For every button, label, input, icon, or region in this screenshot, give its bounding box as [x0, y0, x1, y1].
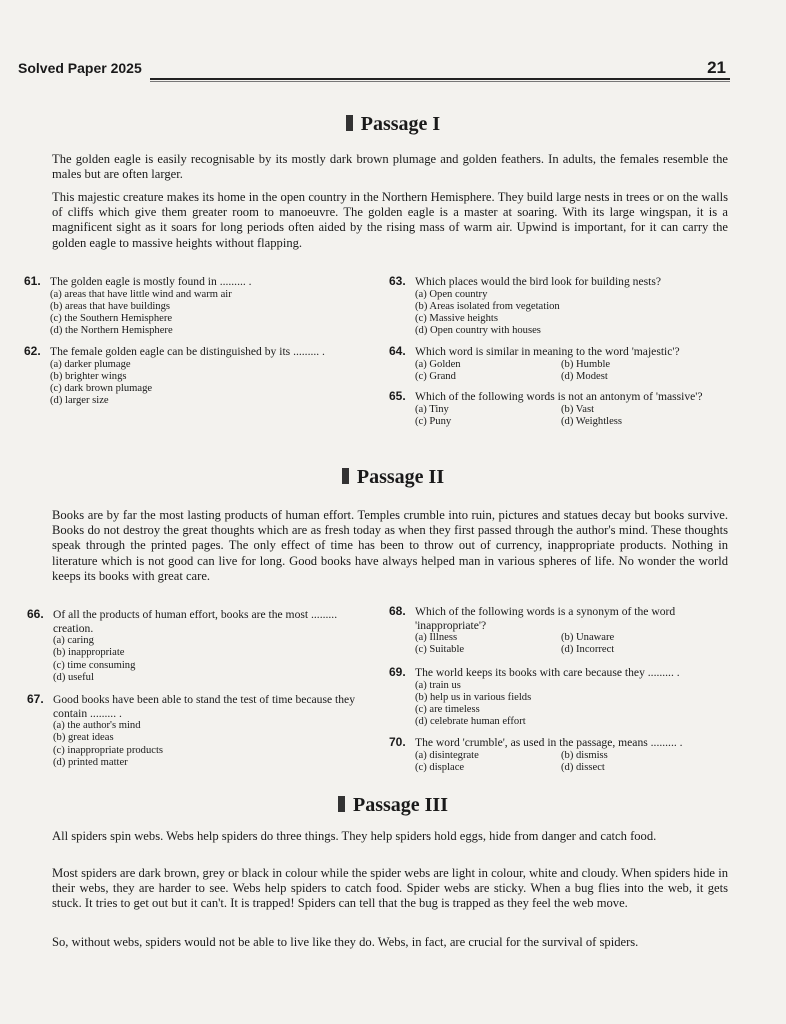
- option-d: (d) celebrate human effort: [415, 716, 526, 728]
- option-c: (c) displace: [415, 761, 465, 773]
- bullet-bar-icon: [346, 115, 353, 131]
- option-d: (d) Incorrect: [561, 644, 615, 656]
- option-d: (d) Open country with houses: [415, 325, 541, 337]
- option-d: (d) the Northern Hemisphere: [50, 325, 173, 337]
- question-69: [389, 665, 728, 728]
- passage-1-title: [0, 113, 786, 136]
- option-c: (c) the Southern Hemisphere: [50, 313, 173, 324]
- option-b: (b) Humble: [561, 358, 611, 370]
- question-number: 66.: [27, 607, 44, 621]
- option-d: (d) larger size: [50, 395, 109, 407]
- question-number: 65.: [389, 389, 406, 403]
- page-number: 21: [707, 58, 726, 77]
- header-title: Solved Paper 2025: [18, 60, 142, 76]
- option-c: (c) Massive heights: [415, 313, 498, 324]
- question-number: 62.: [24, 344, 41, 358]
- question-text: The golden eagle is mostly found in ......... .: [50, 275, 252, 288]
- options: [53, 720, 369, 769]
- option-d: (d) dissect: [561, 761, 605, 773]
- option-b: (b) Vast: [561, 403, 595, 415]
- passage-3-paragraph-2: Most spiders are dark brown, grey or black in colour while the spider webs are light in colour, white and cloudy. When spiders hide in their webs, they are harder to see. Webs help spiders to catch food. Spider webs are sticky. When a bug flies into the web, it gets stuck. It tries to get out but it can't. It is trapped! Spiders can tell that the bug is trapped as they feel the web move.: [52, 866, 728, 911]
- question-68: [389, 604, 728, 657]
- passage-2-title: [0, 466, 786, 489]
- question-text: The world keeps its books with care because they ......... .: [415, 666, 680, 679]
- question-66: [27, 607, 369, 684]
- options: [415, 632, 728, 656]
- option-d: (d) Weightless: [561, 415, 623, 427]
- question-text: Which of the following words is a synonym of the word 'inappropriate'?: [415, 605, 676, 632]
- option-a: (a) Illness: [415, 632, 458, 644]
- option-b: (b) help us in various fields: [415, 691, 532, 703]
- question-67: [27, 692, 369, 769]
- options: [415, 289, 729, 338]
- question-64: [389, 344, 729, 383]
- passage-3-paragraph-3: So, without webs, spiders would not be able to live like they do. Webs, in fact, are crucial for the survival of spiders.: [52, 935, 639, 949]
- question-text: Of all the products of human effort, books are the most ......... creation.: [53, 608, 338, 635]
- question-text: The female golden eagle can be distinguished by its ......... .: [50, 345, 325, 358]
- question-65: [389, 389, 727, 428]
- option-c: (c) are timeless: [415, 704, 480, 715]
- option-c: (c) time consuming: [53, 659, 136, 671]
- question-text: Which word is similar in meaning to the word 'majestic'?: [415, 345, 680, 358]
- header-rule-thin: [150, 81, 730, 82]
- question-70: [389, 735, 728, 774]
- passage-3-title: [0, 794, 786, 817]
- passage-1-title-text: Passage I: [360, 113, 441, 135]
- option-a: (a) Golden: [415, 358, 461, 370]
- options: [415, 404, 727, 428]
- option-a: (a) Tiny: [415, 403, 449, 415]
- option-b: (b) areas that have buildings: [50, 300, 171, 312]
- option-d: (d) Modest: [561, 370, 608, 382]
- options: [50, 289, 370, 338]
- question-number: 61.: [24, 274, 41, 288]
- option-b: (b) great ideas: [53, 732, 114, 744]
- option-a: (a) the author's mind: [53, 720, 141, 732]
- options: [53, 635, 369, 684]
- option-a: (a) train us: [415, 679, 461, 691]
- options: [415, 750, 728, 774]
- option-d: (d) printed matter: [53, 756, 128, 768]
- option-a: (a) caring: [53, 635, 94, 647]
- option-b: (b) inappropriate: [53, 647, 125, 659]
- passage-1-paragraph-1: The golden eagle is easily recognisable by its mostly dark brown plumage and golden feathers. In adults, the females resemble the males but are often larger.: [52, 152, 728, 182]
- option-b: (b) brighter wings: [50, 370, 127, 382]
- option-c: (c) Grand: [415, 370, 456, 382]
- option-b: (b) Unaware: [561, 632, 615, 644]
- option-c: (c) inappropriate products: [53, 744, 164, 756]
- option-a: (a) darker plumage: [50, 358, 131, 370]
- options: [415, 359, 729, 383]
- question-text: Which places would the bird look for building nests?: [415, 275, 661, 288]
- options: [50, 359, 370, 408]
- passage-3-paragraph-1: All spiders spin webs. Webs help spiders do three things. They help spiders hold eggs, hide from danger and catch food.: [52, 829, 657, 843]
- question-number: 70.: [389, 735, 406, 749]
- question-text: Good books have been able to stand the test of time because they contain ......... .: [53, 693, 355, 720]
- option-b: (b) dismiss: [561, 749, 608, 761]
- option-c: (c) dark brown plumage: [50, 383, 153, 394]
- option-a: (a) areas that have little wind and warm air: [50, 288, 232, 300]
- option-c: (c) Puny: [415, 415, 452, 427]
- passage-2-paragraph-1: Books are by far the most lasting products of human effort. Temples crumble into ruin, pictures and statues decay but books survive. Books do not destroy the great thoughts which are as fresh today as when they first passed through the author's mind. These thoughts speak through the printed pages. The only effect of time has been to throw out of currency, inappropriate products. Nothing in literature which is not good can live for long. Good books have always helped man in various spheres of life. No wonder the world keeps its books with great care.: [52, 508, 728, 583]
- bullet-bar-icon: [342, 468, 349, 484]
- passage-3-title-text: Passage III: [352, 794, 448, 816]
- question-text: The word 'crumble', as used in the passage, means ......... .: [415, 736, 683, 749]
- passage-2-title-text: Passage II: [356, 466, 445, 488]
- option-a: (a) Open country: [415, 288, 488, 300]
- passage-1-paragraph-2: This majestic creature makes its home in the open country in the Northern Hemisphere. They build large nests in trees or on the walls of cliffs which give them greater room to manoeuvre. The golden eagle is a master at soaring. With its large wingspan, it is a magnificent sight as it soars for long periods often aided by the rising mass of warm air. Upwind is important, for it can carry the golden eagle to massive heights without flapping.: [52, 190, 728, 250]
- question-text: Which of the following words is not an antonym of 'massive'?: [415, 390, 703, 403]
- option-b: (b) Areas isolated from vegetation: [415, 300, 560, 312]
- question-62: [24, 344, 370, 407]
- option-a: (a) disintegrate: [415, 749, 479, 761]
- question-number: 68.: [389, 604, 406, 618]
- question-number: 69.: [389, 665, 406, 679]
- question-number: 67.: [27, 692, 44, 706]
- option-c: (c) Suitable: [415, 644, 465, 656]
- question-number: 64.: [389, 344, 406, 358]
- header-rule: [150, 78, 730, 80]
- question-63: [389, 274, 729, 337]
- bullet-bar-icon: [338, 796, 345, 812]
- question-61: [24, 274, 370, 337]
- options: [415, 680, 728, 729]
- option-d: (d) useful: [53, 671, 94, 683]
- question-number: 63.: [389, 274, 406, 288]
